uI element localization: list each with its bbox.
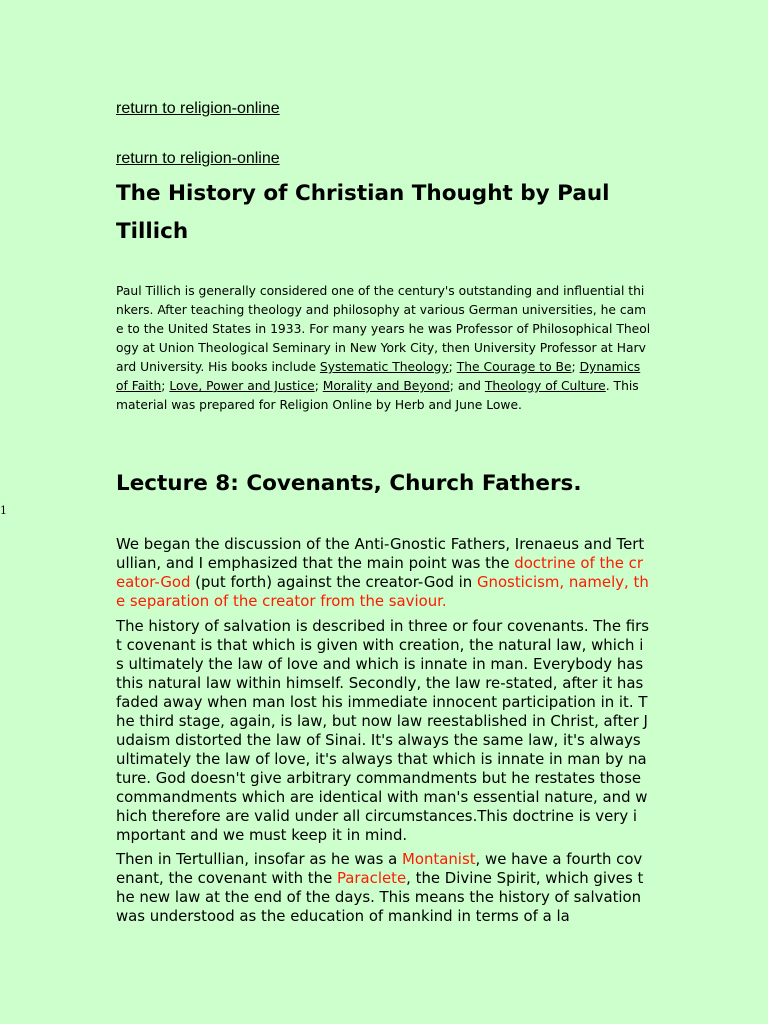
p1-text-a: We began the discussion of the Anti-Gnostic Fathers, Irenaeus and Tertullian, and I emphasized that the main point was the [116,535,645,572]
second-nav [116,148,651,169]
intro-text-1: Paul Tillich is generally considered one of the century's outstanding and influential thinkers. After teaching theology and philosophy at various German universities, he came to the United States in 1933. For many years he was Professor of Philosophical Theology at Union Theological Seminary in New York City, then University Professor at Harvard University. His books include [116,284,651,374]
book-link-dynamics-of-faith[interactable]: Dynamics of Faith [116,360,641,393]
paragraph-3 [116,850,651,926]
lecture-heading-block [116,470,651,498]
intro-block [116,282,651,415]
paragraph-1-block [116,535,651,611]
paragraph-1 [116,535,651,611]
p1-highlight-doctrine: doctrine of the creator-God [116,554,643,591]
intro-sep-5: ; and [449,379,485,393]
book-link-morality-and-beyond[interactable]: Morality and Beyond [322,379,450,393]
book-link-systematic-theology[interactable]: Systematic Theology [319,360,449,374]
book-link-love-power-justice[interactable]: Love, Power and Justice [169,379,315,393]
p3-highlight-paraclete: Paraclete [336,869,407,887]
intro-sep-2: ; [571,360,580,374]
p3-text-c: , the Divine Spirit, which gives the new law at the end of the days. This means the history of salvation was understood as the education of mankind in terms of a la [116,869,644,925]
p3-text-b: , we have a fourth covenant, the covenant with the [116,850,643,887]
lecture-heading: Lecture 8: Covenants, Church Fathers. [116,471,582,496]
return-to-religion-online-link-2[interactable]: return to religion-online [116,150,280,167]
paragraph-3-block [116,850,651,926]
p3-highlight-montanist: Montanist [402,850,476,868]
intro-sep-4: ; [314,379,323,393]
title-block [116,175,651,251]
paragraph-2: The history of salvation is described in three or four covenants. The first covenant is that which is given with creation, the natural law, which is ultimately the law of love and which is innate in man. Everybody has this natural law within himself. Secondly, the law re-stated, after it has faded away when man lost his immediate innocent participation in it. The third stage, again, is law, but now law reestablished in Christ, after Judaism distorted the law of Sinai. It's always the same law, it's always ultimately the law of love, it's always that which is innate in man by nature. God doesn't give arbitrary commandments but he restates those commandments which are identical with man's essential nature, and which therefore are valid under all circumstances.This doctrine is very important and we must keep it in mind. [116,617,649,844]
page-title: The History of Christian Thought by Paul Tillich [116,181,610,244]
p3-text-a: Then in Tertullian, insofar as he was a [116,850,403,868]
intro-sep-3: ; [161,379,170,393]
intro-text-2: . This material was prepared for Religion Online by Herb and June Lowe. [116,379,639,412]
p1-highlight-gnosticism: Gnosticism, namely, the separation of the creator from the saviour. [116,573,649,610]
author-intro [116,282,651,415]
top-nav [116,98,651,119]
p1-text-b: (put forth) against the creator-God in [190,573,477,591]
page-marker: 1 [0,504,7,517]
book-link-courage-to-be[interactable]: The Courage to Be [456,360,572,374]
intro-sep-1: ; [448,360,457,374]
book-link-theology-of-culture[interactable]: Theology of Culture [484,379,606,393]
return-to-religion-online-link[interactable]: return to religion-online [116,100,280,117]
paragraph-2-block [116,617,651,845]
